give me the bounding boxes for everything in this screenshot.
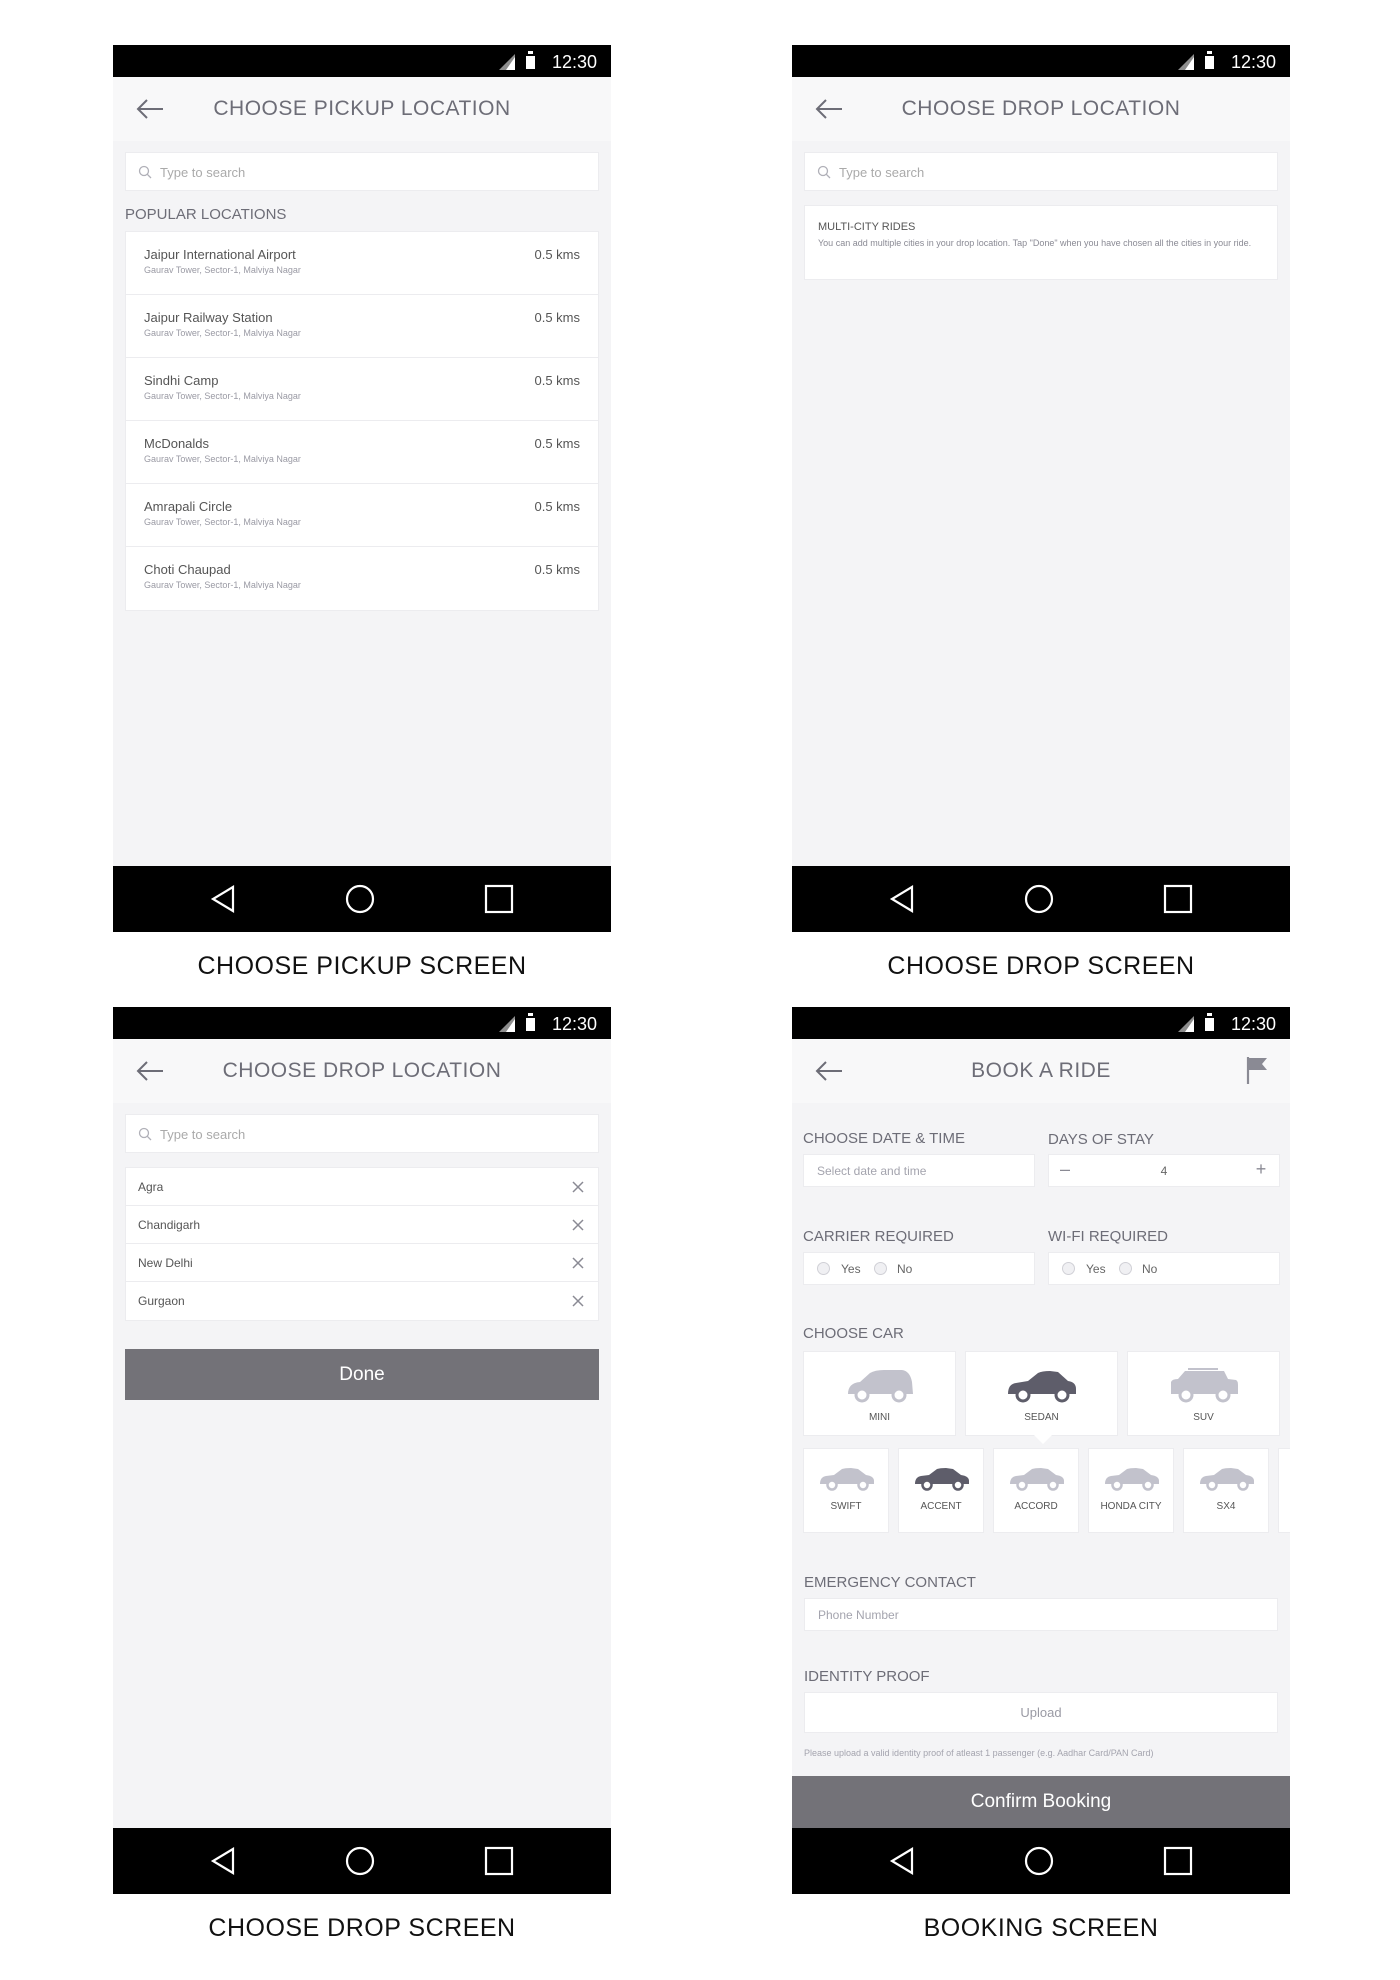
location-name: Sindhi Camp [144, 373, 219, 388]
location-address: Gaurav Tower, Sector-1, Malviya Nagar [144, 391, 301, 401]
location-distance: 0.5 kms [534, 373, 580, 388]
city-name: Agra [138, 1180, 164, 1194]
popular-locations-heading: POPULAR LOCATIONS [125, 206, 287, 223]
car-model-honda-city[interactable] [1088, 1448, 1174, 1533]
nav-recents-icon[interactable] [484, 884, 514, 914]
car-icon [1103, 1466, 1161, 1492]
car-icon [913, 1466, 971, 1492]
nav-recents-icon[interactable] [484, 1846, 514, 1876]
status-time: 12:30 [551, 52, 597, 72]
car-model-label: ACCORD [1014, 1501, 1058, 1512]
radio-label: No [897, 1262, 913, 1276]
identity-proof-note: Please upload a valid identity proof of atleast 1 passenger (e.g. Aadhar Card/PAN Card) [804, 1748, 1154, 1758]
location-list [125, 231, 599, 611]
increment-button[interactable]: + [1255, 1159, 1267, 1179]
car-type-label: MINI [868, 1412, 891, 1423]
city-row [126, 1282, 598, 1320]
signal-icon [499, 54, 515, 70]
car-model-label: SX4 [1216, 1501, 1236, 1512]
nav-back-icon[interactable] [887, 884, 917, 914]
car-model-label: ACCENT [920, 1501, 962, 1512]
car-type-label: SEDAN [1024, 1412, 1059, 1423]
search-input[interactable] [160, 1123, 580, 1145]
search-icon [138, 1127, 152, 1141]
signal-icon [499, 1016, 515, 1032]
signal-icon [1178, 1016, 1194, 1032]
radio-label: No [1142, 1262, 1158, 1276]
date-time-field[interactable] [803, 1154, 1035, 1187]
car-model-label: HONDA CITY [1100, 1501, 1162, 1512]
location-address: Gaurav Tower, Sector-1, Malviya Nagar [144, 265, 301, 275]
choose-car-label: CHOOSE CAR [803, 1325, 904, 1342]
multi-city-description: You can add multiple cities in your drop location. Tap "Done" when you have chosen all the cities in your ride. [818, 238, 1252, 248]
location-distance: 0.5 kms [534, 310, 580, 325]
status-bar [792, 45, 1290, 77]
search-icon [817, 165, 831, 179]
car-type-sedan[interactable] [965, 1351, 1118, 1436]
screen-caption: CHOOSE DROP SCREEN [208, 1914, 516, 1942]
search-box[interactable] [125, 1114, 599, 1153]
status-bar [792, 1007, 1290, 1039]
location-name: Amrapali Circle [144, 499, 233, 514]
status-time: 12:30 [1230, 52, 1276, 72]
search-input[interactable] [839, 161, 1259, 183]
city-row [126, 1168, 598, 1206]
nav-bar [113, 1828, 611, 1894]
city-name: New Delhi [138, 1256, 193, 1270]
battery-icon [1205, 53, 1214, 69]
done-button[interactable]: Done [125, 1349, 599, 1400]
identity-proof-label: IDENTITY PROOF [804, 1668, 930, 1685]
phone-number-placeholder: Phone Number [818, 1608, 899, 1622]
car-model-more[interactable] [1278, 1448, 1290, 1533]
selected-cities-list [125, 1167, 599, 1321]
carrier-no-radio[interactable] [874, 1262, 887, 1275]
carrier-yes-radio[interactable] [817, 1262, 830, 1275]
search-input[interactable] [160, 161, 580, 183]
wifi-yes-radio[interactable] [1062, 1262, 1075, 1275]
app-bar [113, 1039, 611, 1103]
pickup-screen [113, 45, 611, 932]
location-distance: 0.5 kms [534, 436, 580, 451]
nav-back-icon[interactable] [887, 1846, 917, 1876]
days-of-stay-value: 4 [1160, 1164, 1168, 1178]
car-type-label: SUV [1193, 1412, 1214, 1423]
remove-city-close-icon[interactable] [568, 1215, 588, 1235]
signal-icon [1178, 54, 1194, 70]
remove-city-close-icon[interactable] [568, 1253, 588, 1273]
location-item[interactable] [126, 232, 598, 295]
location-address: Gaurav Tower, Sector-1, Malviya Nagar [144, 580, 301, 590]
carrier-required-options [803, 1252, 1035, 1285]
search-box[interactable] [804, 152, 1278, 191]
location-item[interactable] [126, 358, 598, 421]
status-time: 12:30 [1230, 1014, 1276, 1034]
page-title: CHOOSE DROP LOCATION [901, 97, 1181, 120]
suv-car-icon [1168, 1367, 1240, 1405]
date-time-placeholder: Select date and time [817, 1164, 927, 1178]
nav-bar [792, 1828, 1290, 1894]
battery-icon [1205, 1015, 1214, 1031]
flag-icon[interactable] [1244, 1055, 1270, 1085]
car-model-label: SWIFT [830, 1501, 862, 1512]
city-name: Gurgaon [138, 1294, 185, 1308]
drop-cities-screen [113, 1007, 611, 1894]
car-type-mini[interactable] [803, 1351, 956, 1436]
location-item[interactable] [126, 547, 598, 610]
location-distance: 0.5 kms [534, 562, 580, 577]
nav-home-icon[interactable] [345, 884, 375, 914]
location-item[interactable] [126, 295, 598, 358]
carrier-required-label: CARRIER REQUIRED [803, 1228, 954, 1245]
nav-back-icon[interactable] [208, 1846, 238, 1876]
remove-city-close-icon[interactable] [568, 1291, 588, 1311]
days-of-stay-stepper [1048, 1154, 1280, 1187]
decrement-button[interactable]: – [1059, 1159, 1070, 1179]
wifi-no-radio[interactable] [1119, 1262, 1132, 1275]
nav-bar [113, 866, 611, 932]
page-title: BOOK A RIDE [971, 1059, 1111, 1082]
car-model-sx4[interactable] [1183, 1448, 1269, 1533]
city-name: Chandigarh [138, 1218, 201, 1232]
location-address: Gaurav Tower, Sector-1, Malviya Nagar [144, 454, 301, 464]
radio-label: Yes [1086, 1262, 1106, 1276]
app-bar [792, 77, 1290, 141]
battery-icon [526, 1015, 535, 1031]
remove-city-close-icon[interactable] [568, 1177, 588, 1197]
status-bar [113, 1007, 611, 1039]
drop-screen [792, 45, 1290, 932]
multi-city-title: MULTI-CITY RIDES [818, 221, 916, 233]
confirm-booking-button[interactable]: Confirm Booking [792, 1776, 1290, 1828]
car-icon [818, 1466, 876, 1492]
status-time: 12:30 [551, 1014, 597, 1034]
location-address: Gaurav Tower, Sector-1, Malviya Nagar [144, 517, 301, 527]
hatchback-car-icon [844, 1367, 916, 1405]
car-type-suv[interactable] [1127, 1351, 1280, 1436]
search-icon [138, 165, 152, 179]
location-distance: 0.5 kms [534, 499, 580, 514]
location-name: Jaipur Railway Station [144, 310, 273, 325]
days-of-stay-label: DAYS OF STAY [1048, 1131, 1154, 1148]
car-icon [1198, 1466, 1256, 1492]
nav-recents-icon[interactable] [1163, 884, 1193, 914]
nav-recents-icon[interactable] [1163, 1846, 1193, 1876]
app-bar [792, 1039, 1290, 1103]
location-name: Jaipur International Airport [144, 247, 296, 262]
nav-back-icon[interactable] [208, 884, 238, 914]
radio-label: Yes [841, 1262, 861, 1276]
date-time-label: CHOOSE DATE & TIME [803, 1130, 965, 1147]
booking-screen [792, 1007, 1290, 1894]
emergency-contact-label: EMERGENCY CONTACT [804, 1574, 976, 1591]
location-name: Choti Chaupad [144, 562, 231, 577]
nav-home-icon[interactable] [1024, 1846, 1054, 1876]
screen-caption: BOOKING SCREEN [923, 1914, 1159, 1942]
status-bar [113, 45, 611, 77]
location-item[interactable] [126, 484, 598, 547]
location-name: McDonalds [144, 436, 210, 451]
city-row [126, 1206, 598, 1244]
car-model-accord[interactable] [993, 1448, 1079, 1533]
city-row [126, 1244, 598, 1282]
multi-city-info-card [804, 205, 1278, 280]
car-model-swift[interactable] [803, 1448, 889, 1533]
nav-bar [792, 866, 1290, 932]
page-title: CHOOSE PICKUP LOCATION [213, 97, 511, 120]
car-model-accent[interactable] [898, 1448, 984, 1533]
search-box[interactable] [125, 152, 599, 191]
sedan-car-icon [1006, 1367, 1078, 1405]
page-title: CHOOSE DROP LOCATION [222, 1059, 502, 1082]
location-address: Gaurav Tower, Sector-1, Malviya Nagar [144, 328, 301, 338]
upload-button[interactable]: Upload [804, 1692, 1278, 1733]
battery-icon [526, 53, 535, 69]
phone-number-field[interactable] [804, 1598, 1278, 1631]
nav-home-icon[interactable] [1024, 884, 1054, 914]
wifi-required-options [1048, 1252, 1280, 1285]
screen-caption: CHOOSE PICKUP SCREEN [197, 952, 527, 980]
location-item[interactable] [126, 421, 598, 484]
nav-home-icon[interactable] [345, 1846, 375, 1876]
screen-caption: CHOOSE DROP SCREEN [887, 952, 1195, 980]
car-icon [1008, 1466, 1066, 1492]
location-distance: 0.5 kms [534, 247, 580, 262]
app-bar [113, 77, 611, 141]
wifi-required-label: WI-FI REQUIRED [1048, 1228, 1168, 1245]
